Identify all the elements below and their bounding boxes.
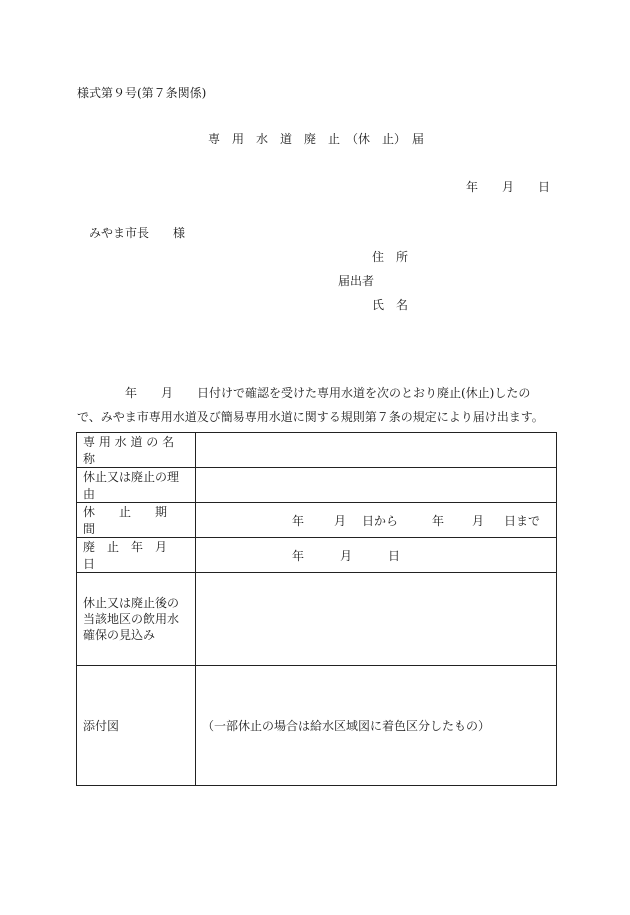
suspension-period-field[interactable] [196,503,557,538]
attached-map-field[interactable] [196,666,557,786]
abolition-date-field[interactable] [196,538,557,573]
date-day: 日 [538,180,551,194]
abolition-date-label: 廃 止 年 月 日 [77,538,196,573]
attached-map-note: （一部休止の場合は給水区域図に着色区分したもの） [202,719,491,733]
period-year-from: 年 [292,513,305,528]
abolition-day: 日 [388,548,401,563]
period-year-to: 年 [432,513,445,528]
water-security-field[interactable] [196,573,557,666]
name-label: 氏 名 [372,298,409,312]
table-row [77,468,557,503]
attached-map-label: 添付図 [77,666,196,786]
date-month: 月 [502,180,515,194]
document-title: 専 用 水 道 廃 止 （休 止） 届 [208,132,425,146]
form-table [76,432,557,786]
form-number: 様式第９号(第７条関係) [77,86,207,100]
table-row [77,573,557,666]
water-security-label: 休止又は廃止後の当該地区の飲用水確保の見込み [77,573,196,666]
applicant-label: 届出者 [338,274,375,288]
period-month-from: 月 [334,513,347,528]
suspension-period-label: 休 止 期 間 [77,503,196,538]
submission-date [466,178,550,195]
reason-field[interactable] [196,468,557,503]
water-supply-name-field[interactable] [196,433,557,468]
abolition-month: 月 [340,548,353,563]
water-supply-name-label: 専 用 水 道 の 名 称 [77,433,196,468]
table-row [77,538,557,573]
address-label: 住 所 [372,250,409,264]
body-text-line-2: で、みやま市専用水道及び簡易専用水道に関する規則第７条の規定により届け出ます。 [77,410,544,424]
reason-label: 休止又は廃止の理由 [77,468,196,503]
body-text-line-1: 年 月 日付けで確認を受けた専用水道を次のとおり廃止(休止)したの [77,386,531,400]
period-day-from: 日から [362,513,399,528]
addressee: みやま市長 様 [89,226,186,240]
period-day-to: 日まで [504,513,541,528]
abolition-year: 年 [292,548,305,563]
period-month-to: 月 [472,513,485,528]
table-row [77,433,557,468]
date-year: 年 [466,180,479,194]
table-row [77,666,557,786]
table-row [77,503,557,538]
